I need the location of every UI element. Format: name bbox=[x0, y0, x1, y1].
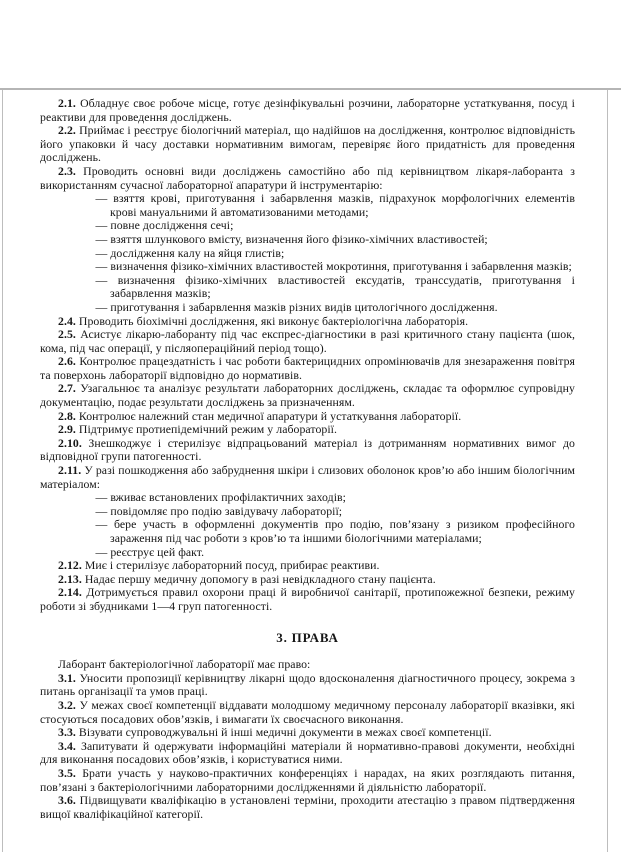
numbered-item: 2.6. Контролює працездатність і час роботи бактерицидних опромінювачів для знезараження повітря та поверхонь лабораторії відповідно до нормативів. bbox=[40, 354, 575, 382]
numbered-item: 3.6. Підвищувати кваліфікацію в установлені терміни, проходити атестацію з правом підтвердження вищої кваліфікаційної категорії. bbox=[40, 793, 575, 821]
item-number: 2.5. bbox=[58, 327, 76, 342]
item-number: 3.6. bbox=[58, 793, 76, 808]
item-number: 2.4. bbox=[58, 313, 76, 328]
numbered-item: 2.5. Асистує лікарю-лаборанту під час експрес-діагностики в разі критичного стану пацієнта (шок, кома, під час операції, у післяопераційний період тощо). bbox=[40, 327, 575, 355]
numbered-item: 3.3. Візувати супроводжувальні й інші медичні документи в межах своєї компетенції. bbox=[58, 725, 492, 740]
numbered-item: 2.1. Обладнує своє робоче місце, готує дезінфікувальні розчини, лабораторне устаткування, посуд і реактиви для проведення досліджень. bbox=[40, 96, 575, 124]
item-number: 2.8. bbox=[58, 408, 76, 423]
numbered-item: 3.1. Уносити пропозиції керівництву лікарні щодо вдосконалення діагностичного процесу, зокрема з питань організації та умов праці. bbox=[40, 670, 575, 699]
list-item: — визначення фізико-хімічних властивостей ексудатів, транссудатів, приготування і забарвлення мазків; bbox=[95, 272, 575, 301]
numbered-item: 3.4. Запитувати й одержувати інформаційні матеріали й нормативно-правові документи, необхідні для виконання посадових обов’язків, і користуватися ними. bbox=[40, 738, 575, 767]
numbered-item: 3.2. У межах своєї компетенції віддавати молодшому медичному персоналу лабораторії вказівки, які стосуються посадових обов’язків, і вимагати їх своєчасного виконання. bbox=[40, 697, 575, 726]
item-number: 2.6. bbox=[58, 354, 76, 369]
list-item: — визначення фізико-хімічних властивостей мокротиння, приготування і забарвлення мазків; bbox=[95, 259, 572, 274]
list-item: — взяття крові, приготування і забарвлення мазків, підрахунок морфологічних елементів крові мануальними й автоматизованими методами; bbox=[95, 191, 575, 219]
list-item: — бере участь в оформленні документів про подію, пов’язану з ризиком професійного зараження під час роботи з кров’ю та іншими біологічними матеріалами; bbox=[95, 517, 575, 545]
numbered-item: 2.4. Проводить біохімічні дослідження, які виконує бактеріологічна лабораторія. bbox=[58, 313, 469, 328]
numbered-item: 2.9. Підтримує протиепідемічний режим у лабораторії. bbox=[58, 422, 338, 437]
numbered-item: 2.12. Миє і стерилізує лабораторний посуд, прибирає реактиви. bbox=[58, 558, 380, 573]
list-item: — вживає встановлених профілактичних заходів; bbox=[95, 490, 346, 505]
list-item: — реєструє цей факт. bbox=[95, 544, 205, 559]
item-number: 2.10. bbox=[58, 435, 82, 450]
numbered-item: 3.5. Брати участь у науково-практичних конференціях і нарадах, на яких розглядають питання, пов’язані з бактеріологічними лабораторними дослідженнями й діяльністю лабораторії. bbox=[40, 765, 575, 794]
item-number: 2.13. bbox=[58, 571, 82, 586]
item-number: 3.3. bbox=[58, 725, 76, 740]
item-number: 2.12. bbox=[58, 558, 82, 573]
item-number: 3.5. bbox=[58, 765, 76, 780]
item-number: 3.4. bbox=[58, 738, 76, 753]
numbered-item: 2.13. Надає першу медичну допомогу в разі невідкладного стану пацієнта. bbox=[58, 571, 436, 586]
numbered-item: 2.2. Приймає і реєструє біологічний матеріал, що надійшов на дослідження, контролює відповідність його упаковки й часу доставки нормативним вимогам, перевіряє його придатність для проведення досліджень. bbox=[40, 123, 575, 165]
item-number: 2.1. bbox=[58, 96, 76, 110]
list-item: — повне дослідження сечі; bbox=[95, 218, 234, 233]
section-heading: 3. ПРАВА bbox=[276, 629, 339, 645]
item-number: 2.14. bbox=[58, 585, 82, 600]
numbered-item: 2.11. У разі пошкодження або забруднення шкіри і слизових оболонок кров’ю або іншим біологічним матеріалом: bbox=[40, 463, 575, 491]
list-item: — взяття шлункового вмісту, визначення його фізико-хімічних властивостей; bbox=[95, 231, 488, 246]
list-item: — дослідження калу на яйця глистів; bbox=[95, 245, 285, 260]
list-item: — повідомляє про подію завідувачу лабораторії; bbox=[95, 503, 343, 518]
numbered-item: 2.3. Проводить основні види досліджень самостійно або під керівництвом лікаря-лаборанта з використанням сучасної лабораторної апаратури й інструментарію: bbox=[40, 163, 575, 192]
numbered-item: 2.7. Узагальнює та аналізує результати лабораторних досліджень, складає та оформлює супровідну документацію, подає результати досліджень за призначенням. bbox=[40, 381, 575, 410]
document-content bbox=[3, 90, 607, 821]
item-number: 2.9. bbox=[58, 422, 76, 437]
list-item: — приготування і забарвлення мазків різних видів цитологічного дослідження. bbox=[95, 299, 498, 314]
numbered-item: 2.14. Дотримується правил охорони праці й виробничої санітарії, протипожежної безпеки, режиму роботи зі збудниками 1—4 груп патогенності. bbox=[40, 585, 575, 613]
item-number: 3.1. bbox=[58, 670, 76, 685]
item-number: 3.2. bbox=[58, 697, 76, 712]
paragraph: Лаборант бактеріологічної лабораторії має право: bbox=[58, 657, 311, 672]
item-number: 2.7. bbox=[58, 381, 76, 396]
item-number: 2.11. bbox=[58, 463, 82, 478]
numbered-item: 2.8. Контролює належний стан медичної апаратури й устаткування лабораторії. bbox=[58, 408, 462, 423]
numbered-item: 2.10. Знешкоджує і стерилізує відпрацьований матеріал із дотриманням нормативних вимог до відповідної групи патогенності. bbox=[40, 435, 575, 464]
scanned-page bbox=[2, 90, 608, 852]
item-number: 2.2. bbox=[58, 123, 76, 138]
item-number: 2.3. bbox=[58, 163, 76, 178]
